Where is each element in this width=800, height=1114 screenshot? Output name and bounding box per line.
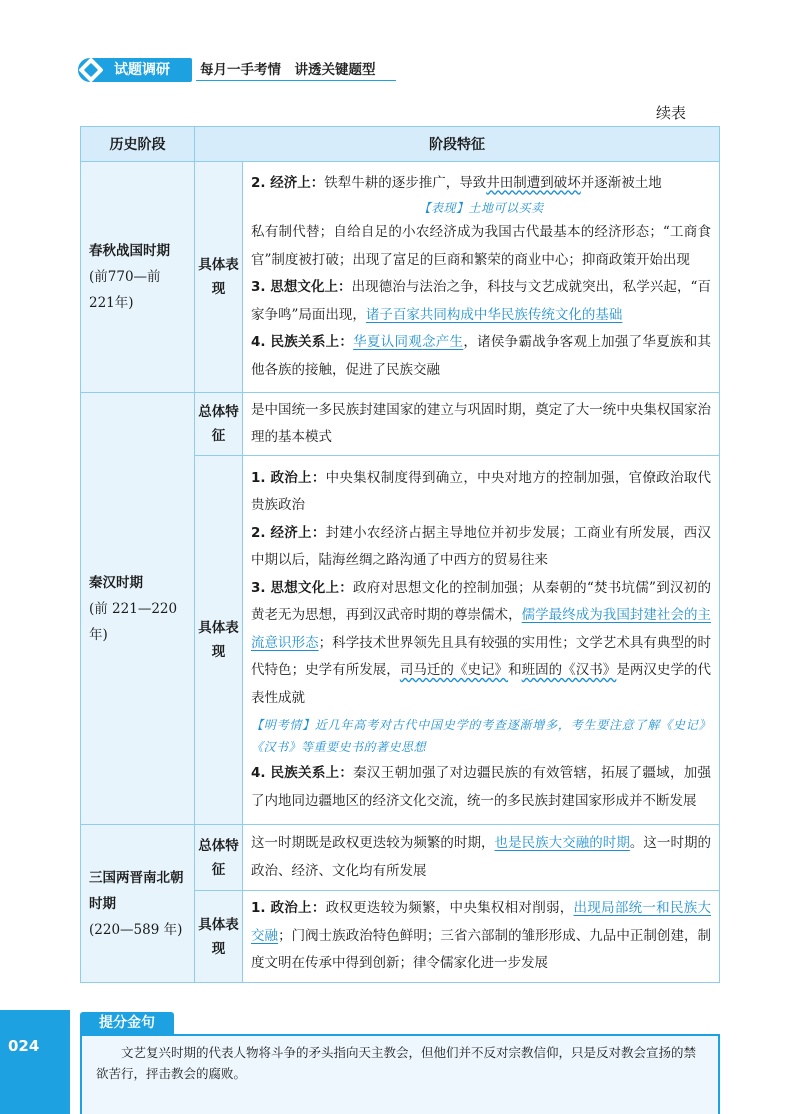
table-row [81,162,720,393]
ethnic-key: 4. 民族关系上： [251,765,354,782]
period-years: (220—589 年) [89,921,183,938]
politics-key: 1. 政治上： [251,469,326,486]
page-header [78,58,398,82]
overall-text: 。这一时期的政治、经济、文化均有所发展 [251,835,712,879]
period-name: 三国两晋南北朝时期 [89,869,184,912]
thought-key: 3. 思想文化上： [251,579,354,596]
header-divider [196,80,396,81]
continued-label: 续表 [656,104,687,122]
politics-text: 政权更迭较为频繁，中央集权相对削弱， [325,900,574,917]
label-overall: 总体特征 [195,393,243,456]
label-specific: 具体表现 [195,456,243,825]
section-badge [78,58,192,82]
ethnic-text: ，诸侯争霸战争客观上加强了华夏族和其他各族的接触，促进了民族交融 [251,334,711,378]
thought-text: 是两汉史学的代表性成就 [251,662,712,706]
tips-text: 文艺复兴时期的代表人物将斗争的矛头指向天主教会，但他们并不反对宗教信仰，只是反对教会宣扬的禁欲苦行，抨击教会的腐败。 [96,1045,697,1081]
overall-highlight: 也是民族大交融的时期 [494,835,630,851]
thought-key: 3. 思想文化上： [251,279,352,296]
section-badge-label: 试题调研 [114,62,170,78]
features-cell [243,162,720,393]
exam-note: 【明考情】近几年高考对古代中国史学的考查逐渐增多，考生要注意了解《史记》《汉书》等重要史书的著史思想 [251,718,711,755]
politics-text: 中央集权制度得到确立，中央对地方的控制加强，官僚政治取代贵族政治 [251,469,711,514]
overall-text: 这一时期既是政权更迭较为频繁的时期， [251,835,495,851]
economy-key: 2. 经济上： [251,174,325,191]
table-row [81,825,720,891]
thought-highlight: 司马迁的《史记》 [399,662,509,679]
thought-text: ；科学技术世界领先且具有较强的实用性；文学艺术具有典型的时代特色；史学有所发展， [251,634,712,679]
thought-text: 出现德治与法治之争，科技与文艺成就突出，私学兴起，“百家争鸣”局面出现， [251,279,711,323]
features-cell [243,393,720,456]
politics-highlight: 出现局部统一和民族大交融 [251,900,711,944]
thought-highlight: 儒学最终成为我国封建社会的主流意识形态 [251,607,712,651]
period-name: 春秋战国时期 [89,243,170,259]
economy-highlight: 井田制遭到破坏 [486,174,581,191]
features-cell [243,891,720,983]
table-header-row [81,127,720,162]
history-stage-table [80,126,720,983]
ethnic-highlight: 华夏认同观念产生 [353,334,464,351]
period-years: (前770—前221年) [89,269,161,311]
politics-key: 1. 政治上： [251,900,326,917]
economy-text: 封建小农经济占据主导地位并初步发展；工商业有所发展，西汉中期以后，陆海丝绸之路沟通了中西方的贸易往来 [251,524,711,569]
politics-text: ；门阀士族政治特色鲜明；三省六部制的雏形形成、九品中正制创建，制度文明在传承中得到创新；律令儒家化进一步发展 [251,927,712,972]
thought-highlight: 班固的《汉书》 [521,662,617,679]
table-row [81,393,720,456]
label-specific: 具体表现 [195,891,243,983]
col-header-features: 阶段特征 [195,127,720,162]
label-overall: 总体特征 [195,825,243,891]
diamond-logo-icon [78,57,103,82]
ethnic-key: 4. 民族关系上： [251,334,354,351]
economy-text: 铁犁牛耕的逐步推广，导致 [324,174,487,191]
col-header-period: 历史阶段 [81,127,195,162]
economy-text: 并逐渐被土地 [580,174,662,191]
period-years: (前 221—220年) [89,600,178,643]
ethnic-text: 秦汉王朝加强了对边疆民族的有效管辖，拓展了疆域，加强了内地同边疆地区的经济文化交流，统一的多民族封建国家形成并不断发展 [251,765,711,809]
features-cell [243,825,720,891]
page-side-bar [0,1010,70,1114]
thought-text: 和 [508,662,522,679]
page-number: 024 [8,1037,40,1055]
period-cell-spring-autumn [81,162,195,393]
period-cell-three-kingdoms [81,825,195,983]
header-subtitle: 每月一手考情 讲透关键题型 [200,62,376,78]
economy-text: 私有制代替；自给自足的小农经济成为我国古代最基本的经济形态；“工商食官”制度被打破；出现了富足的巨商和繁荣的商业中心；抑商政策开始出现 [251,224,711,268]
thought-highlight: 诸子百家共同构成中华民族传统文化的基础 [365,306,623,323]
overall-text: 是中国统一多民族封建国家的建立与巩固时期，奠定了大一统中央集权国家治理的基本模式 [251,401,711,445]
features-cell [243,456,720,825]
thought-text: 政府对思想文化的控制加强；从秦朝的“焚书坑儒”到汉初的黄老无为思想，再到汉武帝时期的尊崇儒术， [251,579,711,624]
annotation-note: 【表现】土地可以买卖 [418,201,544,216]
period-cell-qin-han [81,393,195,825]
tips-label: 提分金句 [80,1012,174,1034]
label-specific: 具体表现 [195,162,243,393]
economy-key: 2. 经济上： [251,524,326,541]
period-name: 秦汉时期 [89,574,143,591]
